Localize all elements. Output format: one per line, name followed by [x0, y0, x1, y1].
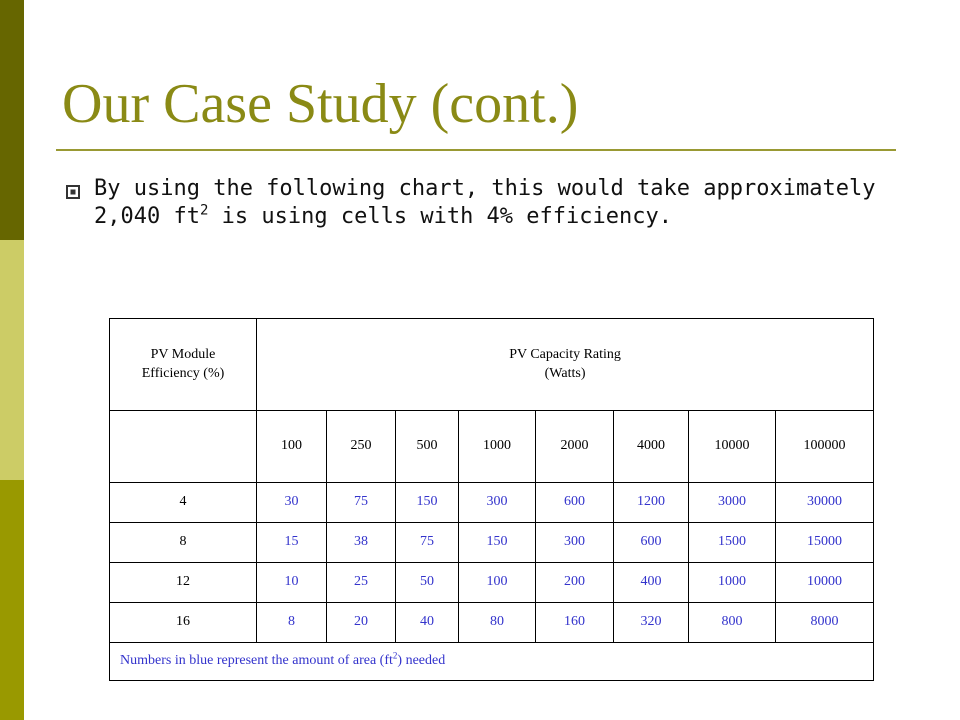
header-capacity-line2: (Watts) [544, 365, 586, 381]
area-cell: 1500 [689, 523, 776, 563]
square-bullet-icon [66, 185, 80, 199]
efficiency-cell: 4 [110, 483, 257, 523]
area-cell: 3000 [689, 483, 776, 523]
area-cell: 30000 [776, 483, 874, 523]
area-cell: 10 [257, 563, 327, 603]
area-cell: 38 [327, 523, 396, 563]
sidebar-segment-middle [0, 240, 24, 480]
header-efficiency-cell [110, 319, 257, 411]
area-cell: 400 [614, 563, 689, 603]
bullet-superscript: 2 [199, 202, 209, 219]
area-cell: 8 [257, 603, 327, 643]
capacity-cell: 100000 [776, 411, 874, 483]
area-cell: 1000 [689, 563, 776, 603]
header-efficiency-line1: PV Module [150, 346, 216, 362]
area-cell: 100 [459, 563, 536, 603]
area-cell: 20 [327, 603, 396, 643]
area-cell: 600 [614, 523, 689, 563]
header-capacity-cell [257, 319, 874, 411]
table-note-after: ) needed [397, 653, 446, 669]
slide-title: Our Case Study (cont.) [62, 73, 579, 135]
bullet-text [94, 175, 882, 231]
header-efficiency-line2: Efficiency (%) [141, 365, 225, 381]
capacity-cell: 500 [396, 411, 459, 483]
bullet-text-after: is using cells with 4% efficiency. [208, 204, 672, 229]
sidebar-segment-bottom [0, 480, 24, 720]
area-cell: 50 [396, 563, 459, 603]
area-cell: 75 [327, 483, 396, 523]
area-cell: 300 [459, 483, 536, 523]
area-cell: 15 [257, 523, 327, 563]
area-cell: 80 [459, 603, 536, 643]
table-row [110, 483, 874, 523]
area-cell: 10000 [776, 563, 874, 603]
area-cell: 800 [689, 603, 776, 643]
capacity-cell: 4000 [614, 411, 689, 483]
area-cell: 40 [396, 603, 459, 643]
capacity-row [110, 411, 874, 483]
table-note-row [110, 643, 874, 681]
area-cell: 75 [396, 523, 459, 563]
table-header-row [110, 319, 874, 411]
area-cell: 200 [536, 563, 614, 603]
capacity-cell: 100 [257, 411, 327, 483]
table-row [110, 523, 874, 563]
title-divider [56, 149, 896, 151]
area-cell: 25 [327, 563, 396, 603]
area-cell: 8000 [776, 603, 874, 643]
bullet-item [62, 175, 882, 231]
area-cell: 320 [614, 603, 689, 643]
sidebar-accent [0, 0, 24, 720]
table-note-before: Numbers in blue represent the amount of area (ft [120, 653, 393, 669]
blank-cell [110, 411, 257, 483]
area-cell: 300 [536, 523, 614, 563]
capacity-cell: 1000 [459, 411, 536, 483]
table-note-superscript: 2 [392, 650, 398, 661]
header-capacity-line1: PV Capacity Rating [509, 346, 621, 362]
area-cell: 1200 [614, 483, 689, 523]
capacity-cell: 2000 [536, 411, 614, 483]
efficiency-cell: 16 [110, 603, 257, 643]
table-row [110, 563, 874, 603]
sidebar-segment-top [0, 0, 24, 240]
area-cell: 30 [257, 483, 327, 523]
area-cell: 160 [536, 603, 614, 643]
area-cell: 150 [459, 523, 536, 563]
capacity-cell: 250 [327, 411, 396, 483]
table-note [110, 643, 874, 681]
area-cell: 150 [396, 483, 459, 523]
capacity-cell: 10000 [689, 411, 776, 483]
table-row [110, 603, 874, 643]
bullet-text-before: By using the following chart, this would take approximately 2,040 ft [94, 176, 876, 229]
efficiency-cell: 12 [110, 563, 257, 603]
pv-efficiency-table [109, 318, 874, 681]
area-cell: 15000 [776, 523, 874, 563]
area-cell: 600 [536, 483, 614, 523]
efficiency-cell: 8 [110, 523, 257, 563]
